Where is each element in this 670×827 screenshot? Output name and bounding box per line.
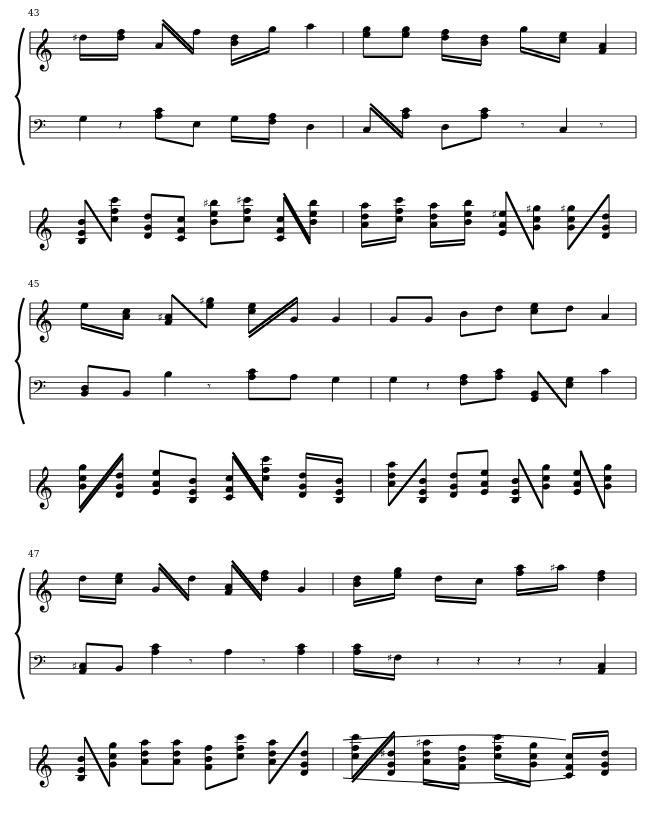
beam — [85, 737, 110, 787]
beam — [86, 644, 122, 647]
beam — [85, 200, 111, 241]
piano-brace — [16, 298, 24, 424]
treble-staff — [30, 451, 636, 513]
beam — [159, 564, 189, 597]
rest-icon: 𝄾 — [261, 653, 266, 670]
beam — [88, 366, 130, 372]
sharp-icon: ♯ — [157, 310, 163, 324]
rest-icon: 𝄾 — [520, 117, 525, 134]
bass-staff — [30, 643, 636, 680]
beam — [461, 331, 496, 337]
measure-number: 43 — [28, 9, 40, 19]
beam — [269, 732, 308, 784]
measure-number: 45 — [28, 280, 40, 290]
treble-staff — [30, 561, 636, 612]
beam — [506, 192, 534, 250]
sharp-icon: ♯ — [415, 736, 422, 750]
treble-clef-icon: 𝄞 — [32, 29, 54, 70]
sharp-icon: ♯ — [525, 202, 532, 216]
beam — [435, 597, 476, 600]
rest-icon: 𝄽 — [425, 378, 430, 395]
bass-clef-icon: 𝄢 — [32, 377, 47, 403]
beam — [211, 241, 244, 244]
score-layer — [16, 9, 636, 789]
beam — [233, 456, 263, 500]
beam — [370, 104, 402, 134]
beam — [79, 597, 115, 600]
system-3 — [16, 550, 636, 789]
beam — [435, 601, 476, 604]
beam — [442, 138, 481, 149]
sharp-icon: ♯ — [72, 31, 78, 45]
rest-icon: 𝄽 — [517, 653, 522, 670]
sharp-icon: ♯ — [236, 194, 242, 207]
rest-icon: 𝄾 — [189, 653, 193, 670]
rest-icon: 𝄾 — [207, 378, 211, 395]
beam — [284, 197, 310, 244]
treble-clef-icon: 𝄞 — [32, 570, 54, 611]
sharp-icon: ♯ — [380, 747, 386, 761]
beam — [231, 141, 269, 144]
treble-staff — [30, 294, 636, 342]
piano-brace — [16, 28, 24, 165]
treble-staff — [30, 20, 636, 71]
beam — [205, 778, 237, 789]
treble-clef-icon: 𝄞 — [32, 208, 54, 249]
treble-clef-icon: 𝄞 — [32, 300, 54, 341]
beam — [162, 20, 193, 50]
measure-number: 47 — [28, 550, 40, 560]
sharp-icon: ♯ — [199, 294, 205, 308]
beam — [573, 732, 609, 735]
bass-clef-icon: 𝄢 — [32, 652, 47, 678]
system-1 — [16, 9, 636, 250]
beam — [162, 24, 193, 54]
beam — [430, 240, 464, 243]
beam — [430, 244, 464, 247]
bass-staff — [30, 366, 636, 407]
rest-icon: 𝄽 — [476, 653, 481, 670]
beam — [156, 138, 194, 146]
sharp-icon: ♯ — [549, 561, 556, 575]
rest-icon: 𝄽 — [557, 653, 563, 670]
sharp-icon: ♯ — [491, 207, 497, 221]
beam — [457, 451, 488, 454]
beam — [519, 459, 543, 509]
tie-arc — [343, 735, 566, 740]
sharp-icon: ♯ — [386, 651, 393, 665]
beam — [231, 137, 269, 140]
piano-brace — [16, 568, 24, 699]
rest-icon: 𝄾 — [599, 117, 604, 134]
bass-clef-icon: 𝄢 — [32, 116, 47, 142]
sharp-icon: ♯ — [203, 196, 209, 210]
beam — [159, 451, 196, 459]
rest-icon: 𝄽 — [118, 117, 123, 134]
treble-clef-icon: 𝄞 — [32, 467, 54, 508]
sharp-icon: ♯ — [560, 202, 566, 216]
beam — [573, 736, 609, 739]
sharp-icon: ♯ — [71, 659, 78, 673]
bass-staff — [30, 104, 636, 149]
beam — [79, 601, 115, 604]
beam — [580, 451, 604, 509]
tie-arc — [343, 778, 566, 783]
rest-icon: 𝄽 — [435, 653, 440, 670]
system-2 — [16, 280, 636, 513]
treble-staff — [30, 192, 636, 250]
treble-clef-icon: 𝄞 — [32, 745, 54, 786]
beam — [461, 399, 496, 405]
beam — [233, 452, 263, 496]
beam — [151, 195, 184, 198]
beam — [370, 108, 402, 138]
beam — [531, 331, 566, 334]
